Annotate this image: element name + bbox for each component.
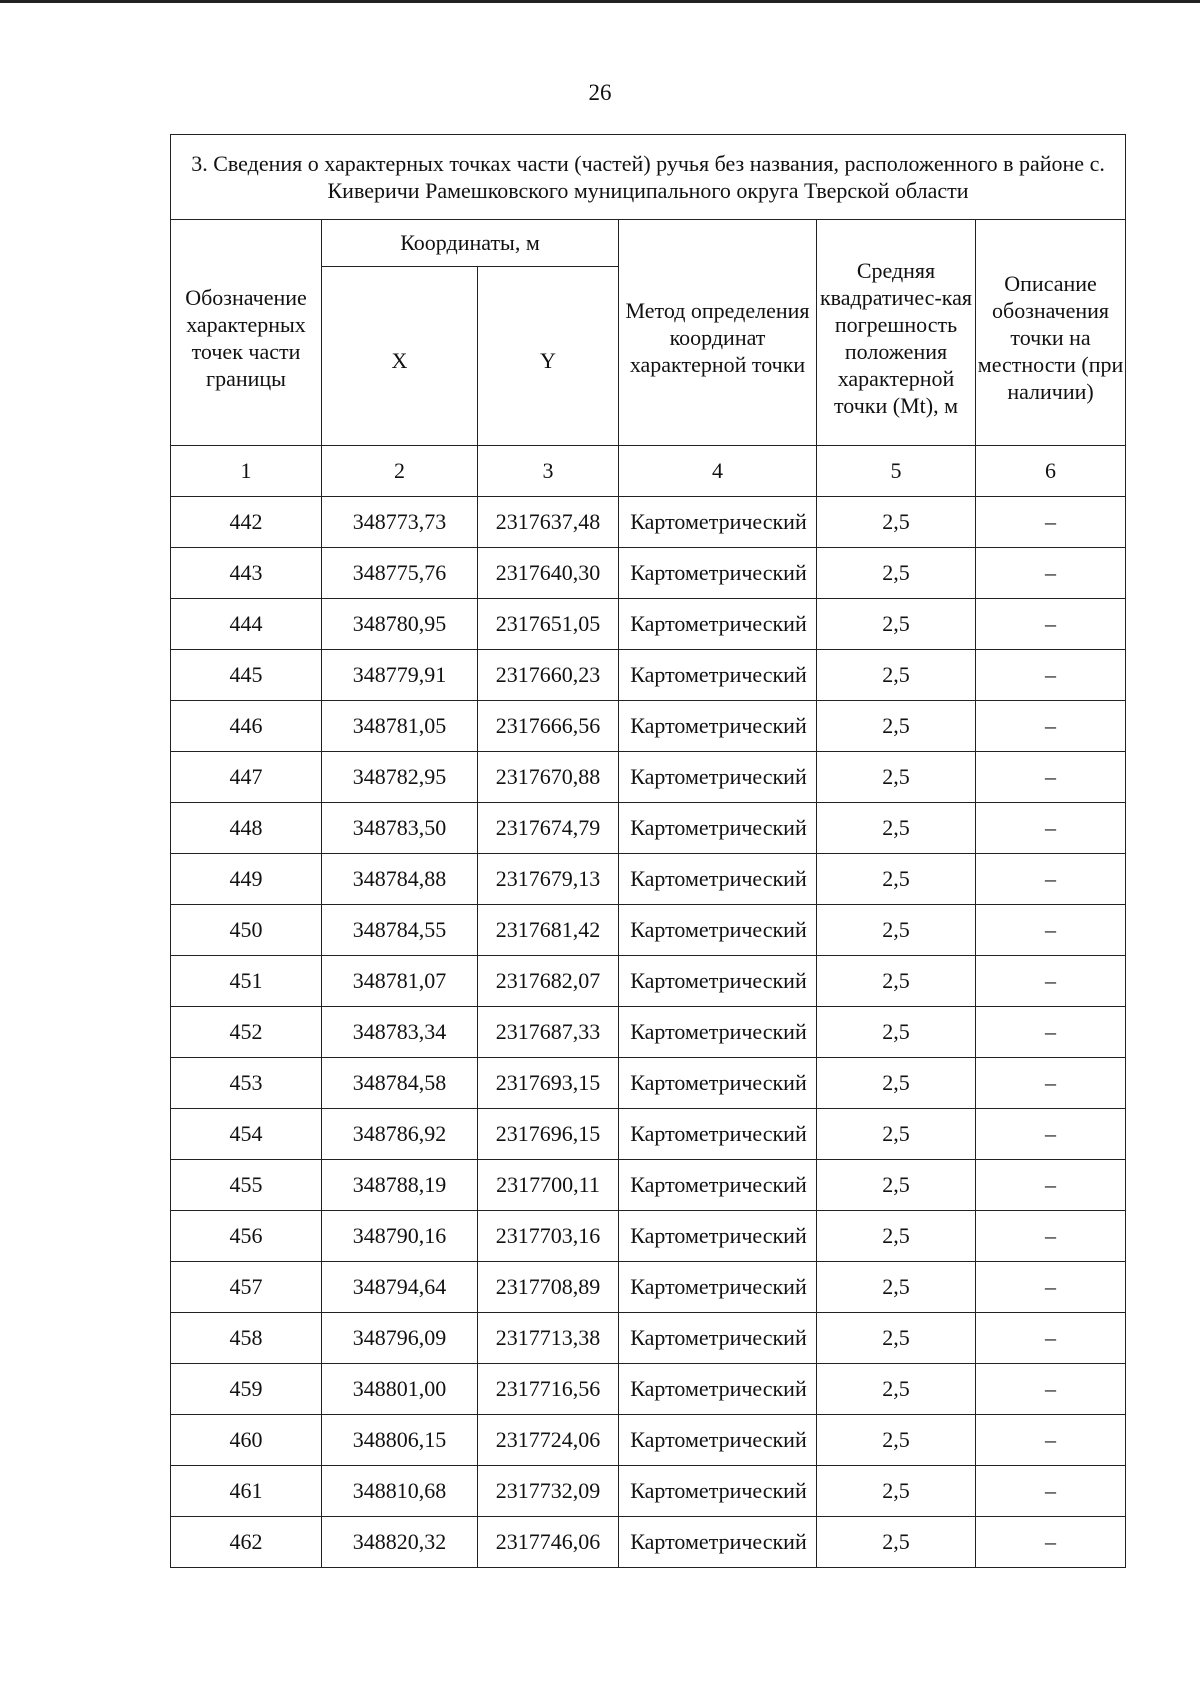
x-coordinate-cell: 348779,91 xyxy=(322,650,478,701)
description-cell: – xyxy=(976,752,1126,803)
method-cell: Картометрический xyxy=(619,1211,817,1262)
method-cell: Картометрический xyxy=(619,1364,817,1415)
y-coordinate-cell: 2317640,30 xyxy=(478,548,619,599)
y-coordinate-cell: 2317651,05 xyxy=(478,599,619,650)
method-cell: Картометрический xyxy=(619,701,817,752)
table-caption: 3. Сведения о характерных точках части (частей) ручья без названия, расположенного в районе с. Киверичи Рамешковского муниципального округа Тверской области xyxy=(171,135,1126,220)
method-cell: Картометрический xyxy=(619,548,817,599)
method-cell: Картометрический xyxy=(619,905,817,956)
description-cell: – xyxy=(976,650,1126,701)
table-body xyxy=(171,497,1126,1568)
column-number: 4 xyxy=(619,446,817,497)
point-id-cell: 442 xyxy=(171,497,322,548)
table-row xyxy=(171,650,1126,701)
method-cell: Картометрический xyxy=(619,1262,817,1313)
point-id-cell: 454 xyxy=(171,1109,322,1160)
table-row xyxy=(171,1466,1126,1517)
method-cell: Картометрический xyxy=(619,1415,817,1466)
y-coordinate-cell: 2317724,06 xyxy=(478,1415,619,1466)
method-cell: Картометрический xyxy=(619,956,817,1007)
x-coordinate-cell: 348781,05 xyxy=(322,701,478,752)
point-id-cell: 456 xyxy=(171,1211,322,1262)
x-coordinate-cell: 348801,00 xyxy=(322,1364,478,1415)
error-cell: 2,5 xyxy=(817,1007,976,1058)
header-coordinates: Координаты, м xyxy=(322,220,619,267)
y-coordinate-cell: 2317679,13 xyxy=(478,854,619,905)
method-cell: Картометрический xyxy=(619,1007,817,1058)
y-coordinate-cell: 2317682,07 xyxy=(478,956,619,1007)
y-coordinate-cell: 2317708,89 xyxy=(478,1262,619,1313)
error-cell: 2,5 xyxy=(817,1160,976,1211)
error-cell: 2,5 xyxy=(817,548,976,599)
error-cell: 2,5 xyxy=(817,497,976,548)
header-error: Средняя квадратичес-кая погрешность положения характерной точки (Mt), м xyxy=(817,220,976,446)
x-coordinate-cell: 348784,58 xyxy=(322,1058,478,1109)
description-cell: – xyxy=(976,1109,1126,1160)
error-cell: 2,5 xyxy=(817,599,976,650)
method-cell: Картометрический xyxy=(619,1517,817,1568)
header-x: X xyxy=(322,267,478,446)
y-coordinate-cell: 2317703,16 xyxy=(478,1211,619,1262)
method-cell: Картометрический xyxy=(619,1160,817,1211)
description-cell: – xyxy=(976,1466,1126,1517)
description-cell: – xyxy=(976,1364,1126,1415)
x-coordinate-cell: 348784,88 xyxy=(322,854,478,905)
table-row xyxy=(171,497,1126,548)
x-coordinate-cell: 348806,15 xyxy=(322,1415,478,1466)
table-row xyxy=(171,1109,1126,1160)
point-id-cell: 447 xyxy=(171,752,322,803)
page-number: 26 xyxy=(588,80,612,105)
point-id-cell: 462 xyxy=(171,1517,322,1568)
column-number: 1 xyxy=(171,446,322,497)
error-cell: 2,5 xyxy=(817,1517,976,1568)
point-id-cell: 444 xyxy=(171,599,322,650)
y-coordinate-cell: 2317666,56 xyxy=(478,701,619,752)
point-id-cell: 452 xyxy=(171,1007,322,1058)
method-cell: Картометрический xyxy=(619,854,817,905)
method-cell: Картометрический xyxy=(619,803,817,854)
table-row xyxy=(171,599,1126,650)
x-coordinate-cell: 348790,16 xyxy=(322,1211,478,1262)
point-id-cell: 448 xyxy=(171,803,322,854)
y-coordinate-cell: 2317716,56 xyxy=(478,1364,619,1415)
column-number: 5 xyxy=(817,446,976,497)
header-designation: Обозначение характерных точек части границы xyxy=(171,220,322,446)
x-coordinate-cell: 348775,76 xyxy=(322,548,478,599)
point-id-cell: 450 xyxy=(171,905,322,956)
point-id-cell: 459 xyxy=(171,1364,322,1415)
point-id-cell: 460 xyxy=(171,1415,322,1466)
y-coordinate-cell: 2317674,79 xyxy=(478,803,619,854)
x-coordinate-cell: 348780,95 xyxy=(322,599,478,650)
method-cell: Картометрический xyxy=(619,599,817,650)
header-description: Описание обозначения точки на местности (при наличии) xyxy=(976,220,1126,446)
y-coordinate-cell: 2317681,42 xyxy=(478,905,619,956)
y-coordinate-cell: 2317670,88 xyxy=(478,752,619,803)
table-row xyxy=(171,701,1126,752)
error-cell: 2,5 xyxy=(817,1313,976,1364)
x-coordinate-cell: 348794,64 xyxy=(322,1262,478,1313)
column-number: 3 xyxy=(478,446,619,497)
x-coordinate-cell: 348810,68 xyxy=(322,1466,478,1517)
method-cell: Картометрический xyxy=(619,650,817,701)
description-cell: – xyxy=(976,803,1126,854)
table-row xyxy=(171,548,1126,599)
table-row xyxy=(171,1313,1126,1364)
x-coordinate-cell: 348783,34 xyxy=(322,1007,478,1058)
description-cell: – xyxy=(976,1313,1126,1364)
y-coordinate-cell: 2317732,09 xyxy=(478,1466,619,1517)
table-row xyxy=(171,1211,1126,1262)
description-cell: – xyxy=(976,497,1126,548)
method-cell: Картометрический xyxy=(619,1466,817,1517)
method-cell: Картометрический xyxy=(619,752,817,803)
table-row xyxy=(171,905,1126,956)
x-coordinate-cell: 348786,92 xyxy=(322,1109,478,1160)
table-row xyxy=(171,854,1126,905)
description-cell: – xyxy=(976,854,1126,905)
error-cell: 2,5 xyxy=(817,956,976,1007)
x-coordinate-cell: 348820,32 xyxy=(322,1517,478,1568)
column-number-row xyxy=(171,446,1126,497)
description-cell: – xyxy=(976,1262,1126,1313)
error-cell: 2,5 xyxy=(817,650,976,701)
description-cell: – xyxy=(976,548,1126,599)
table-row xyxy=(171,1517,1126,1568)
error-cell: 2,5 xyxy=(817,1058,976,1109)
point-id-cell: 457 xyxy=(171,1262,322,1313)
y-coordinate-cell: 2317696,15 xyxy=(478,1109,619,1160)
x-coordinate-cell: 348788,19 xyxy=(322,1160,478,1211)
y-coordinate-cell: 2317637,48 xyxy=(478,497,619,548)
error-cell: 2,5 xyxy=(817,752,976,803)
description-cell: – xyxy=(976,1007,1126,1058)
description-cell: – xyxy=(976,905,1126,956)
x-coordinate-cell: 348773,73 xyxy=(322,497,478,548)
column-number: 2 xyxy=(322,446,478,497)
table-row xyxy=(171,752,1126,803)
point-id-cell: 458 xyxy=(171,1313,322,1364)
description-cell: – xyxy=(976,599,1126,650)
table-row xyxy=(171,1364,1126,1415)
header-y: Y xyxy=(478,267,619,446)
error-cell: 2,5 xyxy=(817,1415,976,1466)
error-cell: 2,5 xyxy=(817,1262,976,1313)
error-cell: 2,5 xyxy=(817,1364,976,1415)
point-id-cell: 451 xyxy=(171,956,322,1007)
y-coordinate-cell: 2317693,15 xyxy=(478,1058,619,1109)
x-coordinate-cell: 348784,55 xyxy=(322,905,478,956)
table-row xyxy=(171,1007,1126,1058)
table-row xyxy=(171,1262,1126,1313)
description-cell: – xyxy=(976,701,1126,752)
method-cell: Картометрический xyxy=(619,1058,817,1109)
method-cell: Картометрический xyxy=(619,1109,817,1160)
point-id-cell: 446 xyxy=(171,701,322,752)
point-id-cell: 461 xyxy=(171,1466,322,1517)
table-row xyxy=(171,1415,1126,1466)
error-cell: 2,5 xyxy=(817,1211,976,1262)
description-cell: – xyxy=(976,1160,1126,1211)
description-cell: – xyxy=(976,1058,1126,1109)
error-cell: 2,5 xyxy=(817,854,976,905)
x-coordinate-cell: 348782,95 xyxy=(322,752,478,803)
method-cell: Картометрический xyxy=(619,497,817,548)
x-coordinate-cell: 348796,09 xyxy=(322,1313,478,1364)
x-coordinate-cell: 348781,07 xyxy=(322,956,478,1007)
y-coordinate-cell: 2317687,33 xyxy=(478,1007,619,1058)
point-id-cell: 453 xyxy=(171,1058,322,1109)
method-cell: Картометрический xyxy=(619,1313,817,1364)
point-id-cell: 449 xyxy=(171,854,322,905)
table-row xyxy=(171,1058,1126,1109)
y-coordinate-cell: 2317660,23 xyxy=(478,650,619,701)
table-row xyxy=(171,803,1126,854)
error-cell: 2,5 xyxy=(817,803,976,854)
column-number: 6 xyxy=(976,446,1126,497)
y-coordinate-cell: 2317746,06 xyxy=(478,1517,619,1568)
point-id-cell: 445 xyxy=(171,650,322,701)
y-coordinate-cell: 2317700,11 xyxy=(478,1160,619,1211)
table-row xyxy=(171,956,1126,1007)
x-coordinate-cell: 348783,50 xyxy=(322,803,478,854)
description-cell: – xyxy=(976,1415,1126,1466)
error-cell: 2,5 xyxy=(817,1466,976,1517)
error-cell: 2,5 xyxy=(817,701,976,752)
header-method: Метод определения координат характерной точки xyxy=(619,220,817,446)
error-cell: 2,5 xyxy=(817,1109,976,1160)
table-row xyxy=(171,1160,1126,1211)
characteristic-points-table xyxy=(170,134,1126,1568)
page-top-edge xyxy=(0,0,1200,3)
y-coordinate-cell: 2317713,38 xyxy=(478,1313,619,1364)
point-id-cell: 455 xyxy=(171,1160,322,1211)
point-id-cell: 443 xyxy=(171,548,322,599)
description-cell: – xyxy=(976,1517,1126,1568)
error-cell: 2,5 xyxy=(817,905,976,956)
description-cell: – xyxy=(976,1211,1126,1262)
description-cell: – xyxy=(976,956,1126,1007)
